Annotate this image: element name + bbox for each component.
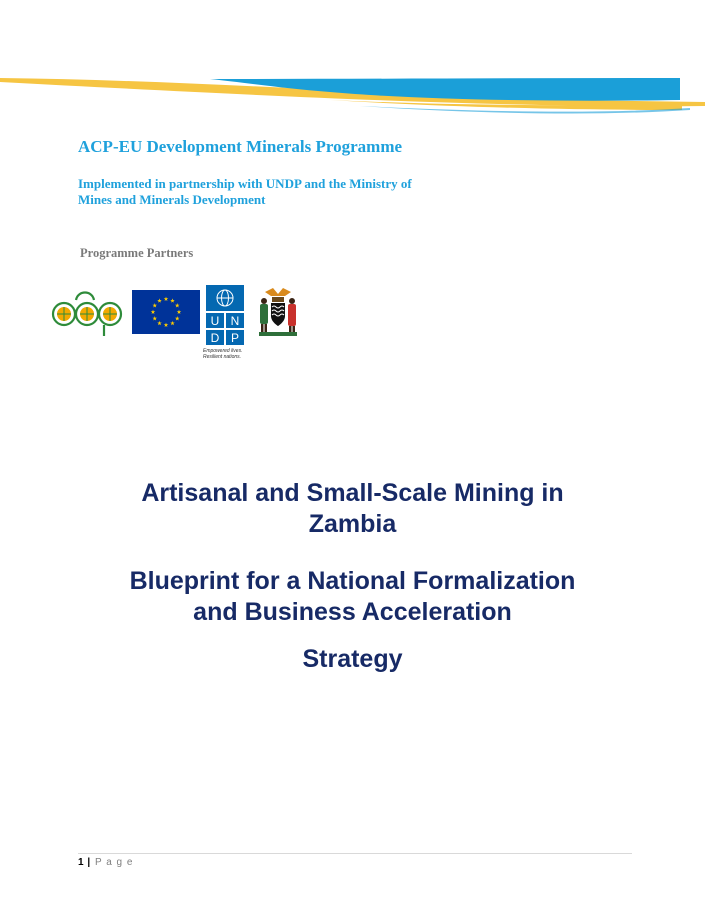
zambia-coat-of-arms-logo xyxy=(255,286,301,338)
header-swoosh-graphic xyxy=(0,70,705,130)
footer-divider xyxy=(78,853,632,854)
undp-letter-d: D xyxy=(210,331,220,345)
undp-tagline xyxy=(203,348,253,360)
page-label: P a g e xyxy=(94,857,134,868)
undp-letter-n: N xyxy=(230,314,240,328)
document-title xyxy=(60,478,645,540)
page-number: 1 xyxy=(78,857,84,868)
title-line-2: Zambia xyxy=(308,510,397,538)
document-subtitle xyxy=(60,566,645,675)
undp-tagline-line-2: Resilient nations. xyxy=(203,354,242,360)
page-footer xyxy=(78,857,133,868)
eu-flag-logo xyxy=(132,290,200,334)
partners-label: Programme Partners xyxy=(80,246,194,260)
undp-letter-u: U xyxy=(210,314,220,328)
subtitle-line-3: Strategy xyxy=(302,645,403,673)
undp-letter-p: P xyxy=(230,331,240,345)
partnership-statement xyxy=(78,176,478,208)
subtitle-line-2: and Business Acceleration xyxy=(193,598,512,626)
page-separator: | xyxy=(87,857,92,868)
title-line-1: Artisanal and Small-Scale Mining in xyxy=(141,479,564,507)
programme-title: ACP-EU Development Minerals Programme xyxy=(78,137,403,156)
partnership-line-1: Implemented in partnership with UNDP and the Ministry of xyxy=(78,176,412,191)
acp-logo xyxy=(48,286,126,338)
partnership-line-2: Mines and Minerals Development xyxy=(78,192,266,207)
subtitle-line-1: Blueprint for a National Formalization xyxy=(129,567,576,595)
undp-tagline-line-1: Empowered lives. xyxy=(203,348,243,354)
